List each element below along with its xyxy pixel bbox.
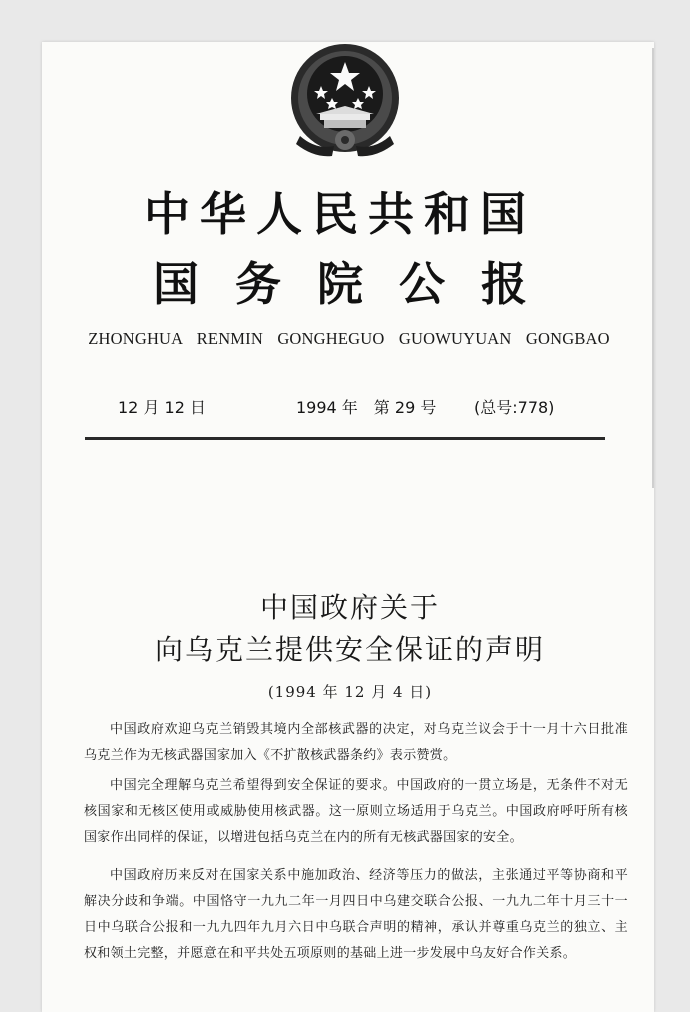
paragraph-2: 中国完全理解乌克兰希望得到安全保证的要求。中国政府的一贯立场是，无条件不对无核国家和无核区使用或威胁使用核武器。这一原则立场适用于乌克兰。中国政府呼吁所有核国家作出同样的保证，以增进包括乌克兰在内的所有无核武器国家的安全。: [84, 778, 628, 845]
gazette-title-line1: 中华人民共和国: [144, 187, 536, 241]
issue-year-number: 1994 年 第 29 号: [296, 398, 437, 417]
page-edge-line: [652, 48, 654, 488]
paragraph-1: 中国政府欢迎乌克兰销毁其境内全部核武器的决定，对乌克兰议会于十一月十六日批准乌克兰作为无核武器国家加入《不扩散核武器条约》表示赞赏。: [84, 722, 628, 763]
document-title-line1: 中国政府关于: [259, 591, 440, 624]
gazette-pinyin-title: ZHONGHUA RENMIN GONGHEGUO GUOWUYUAN GONGBAO: [88, 329, 610, 348]
issue-info-row: [0, 395, 690, 419]
issue-total-number: (总号:778): [474, 398, 555, 417]
document-title-line2: 向乌克兰提供安全保证的声明: [154, 633, 545, 666]
document-date: (1994 年 12 月 4 日): [267, 683, 433, 701]
header-divider: [85, 437, 605, 440]
national-emblem-icon: [286, 40, 404, 162]
issue-date: 12 月 12 日: [118, 398, 206, 417]
paragraph-3: 中国政府历来反对在国家关系中施加政治、经济等压力的做法，主张通过平等协商和平解决分歧和争端。中国恪守一九九二年一月四日中乌建交联合公报、一九九二年十月三十一日中乌联合公报和一九九四年九月六日中乌联合声明的精神，承认并尊重乌克兰的独立、主权和领土完整，并愿意在和平共处五项原则的基础上进一步发展中乌友好合作关系。: [84, 868, 628, 961]
gazette-title-line2: 国务院公报: [153, 257, 563, 311]
